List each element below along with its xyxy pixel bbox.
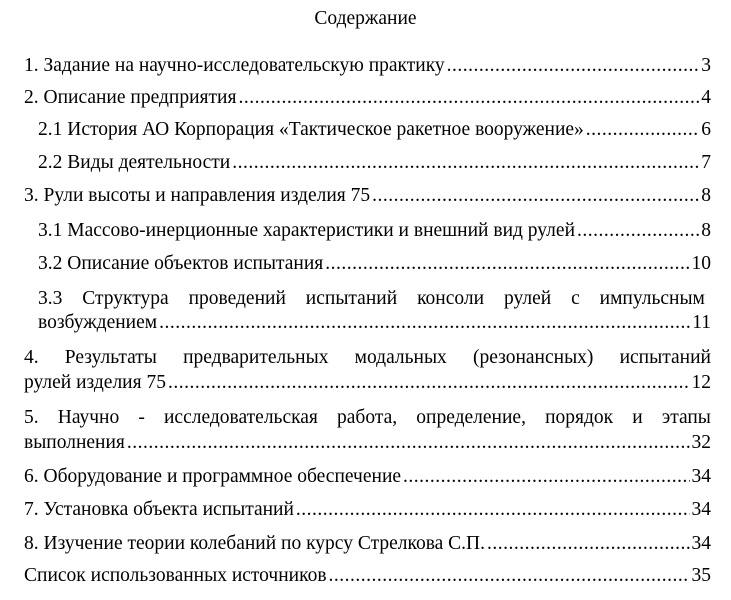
word: - xyxy=(138,407,145,428)
word: порядок xyxy=(545,407,614,428)
word: исследовательская xyxy=(164,407,318,428)
toc-entry[interactable] xyxy=(24,565,711,591)
toc-entry-text: 7. Установка объекта испытаний xyxy=(24,499,294,520)
word: работа, xyxy=(337,407,398,428)
toc-entry-page: 4 xyxy=(701,87,711,108)
dot-leader xyxy=(325,253,689,275)
toc-entry-page: 34 xyxy=(691,499,711,520)
word: (резонансных) xyxy=(472,347,594,368)
dot-leader xyxy=(586,119,699,141)
toc-entry-text: возбуждением xyxy=(38,312,158,333)
toc-entry-text: выполнения xyxy=(24,432,125,453)
word: и xyxy=(632,407,643,428)
toc-entry[interactable] xyxy=(24,55,711,81)
toc-entry-text: 3.1 Массово-инерционные характеристики и внешний вид рулей xyxy=(38,220,576,241)
word: Результаты xyxy=(64,347,157,368)
word: консоли xyxy=(417,288,485,309)
toc-entry-text: 6. Оборудование и программное обеспечение xyxy=(24,466,402,487)
word: 3.3 xyxy=(38,288,63,309)
toc-entry-text: 2.1 История АО Корпорация «Тактическое ракетное вооружение» xyxy=(38,119,584,140)
word: Структура xyxy=(82,288,169,309)
word: модальных xyxy=(354,347,447,368)
toc-entry-page: 10 xyxy=(691,253,711,274)
toc-entry-page: 7 xyxy=(701,152,711,173)
toc-entry-text: рулей изделия 75 xyxy=(24,372,166,393)
word: Научно xyxy=(57,407,120,428)
toc-entry[interactable] xyxy=(24,372,711,398)
word: испытаний xyxy=(619,347,711,368)
toc-entry-text: Список использованных источников xyxy=(24,565,327,586)
toc-entry-text: 3.2 Описание объектов испытания xyxy=(38,253,324,274)
toc-entry[interactable] xyxy=(38,152,711,178)
dot-leader xyxy=(232,152,699,174)
toc-entry[interactable] xyxy=(24,533,711,559)
dot-leader xyxy=(403,466,689,488)
toc-entry[interactable] xyxy=(38,220,711,246)
dot-leader xyxy=(159,312,690,334)
dot-leader xyxy=(447,55,700,77)
toc-entry[interactable] xyxy=(38,119,711,145)
toc-entry-text-line1[interactable] xyxy=(24,345,711,371)
word: испытаний xyxy=(305,288,398,309)
toc-entry-page: 35 xyxy=(691,565,711,586)
word: с xyxy=(571,288,580,309)
toc-entry[interactable] xyxy=(24,87,711,113)
toc-entry-page: 34 xyxy=(691,466,711,487)
dot-leader xyxy=(127,432,690,454)
toc-entry-page: 6 xyxy=(701,119,711,140)
toc-entry-page: 3 xyxy=(701,55,711,76)
word: этапы xyxy=(661,407,711,428)
word: определение, xyxy=(416,407,526,428)
dot-leader xyxy=(168,372,690,394)
word: предварительных xyxy=(183,347,329,368)
toc-entry-text: 3. Рули высоты и направления изделия 75 xyxy=(24,185,371,206)
toc-entry[interactable] xyxy=(38,312,711,338)
toc-entry[interactable] xyxy=(24,432,711,458)
toc-entry-page: 11 xyxy=(692,312,711,333)
word: 5. xyxy=(24,407,39,428)
toc-entry[interactable] xyxy=(24,185,711,211)
word: рулей xyxy=(503,288,552,309)
word: импульсным xyxy=(599,288,705,309)
toc-title: Содержание xyxy=(314,8,417,29)
toc-entry-page: 8 xyxy=(701,185,711,206)
dot-leader xyxy=(238,87,699,109)
toc-entry-text-line1[interactable] xyxy=(38,286,705,312)
toc-entry-page: 12 xyxy=(691,372,711,393)
dot-leader xyxy=(296,499,690,521)
toc-entry-page: 8 xyxy=(701,220,711,241)
dot-leader xyxy=(372,185,699,207)
toc-entry[interactable] xyxy=(38,253,711,279)
dot-leader xyxy=(487,533,689,555)
toc-entry-text-line1[interactable] xyxy=(24,405,711,431)
word: 4. xyxy=(24,347,39,368)
toc-entry-text: 2.2 Виды деятельности xyxy=(38,152,231,173)
toc-entry[interactable] xyxy=(24,499,711,525)
toc-entry-text: 2. Описание предприятия xyxy=(24,87,237,108)
toc-entry-page: 34 xyxy=(691,533,711,554)
word: проведений xyxy=(188,288,286,309)
toc-entry-text: 8. Изучение теории колебаний по курсу Стрелкова С.П. xyxy=(24,533,486,554)
dot-leader xyxy=(577,220,699,242)
toc-entry-page: 32 xyxy=(691,432,711,453)
toc-entry[interactable] xyxy=(24,466,711,492)
toc-entry-text: 1. Задание на научно-исследовательскую практику xyxy=(24,55,445,76)
dot-leader xyxy=(329,565,690,587)
